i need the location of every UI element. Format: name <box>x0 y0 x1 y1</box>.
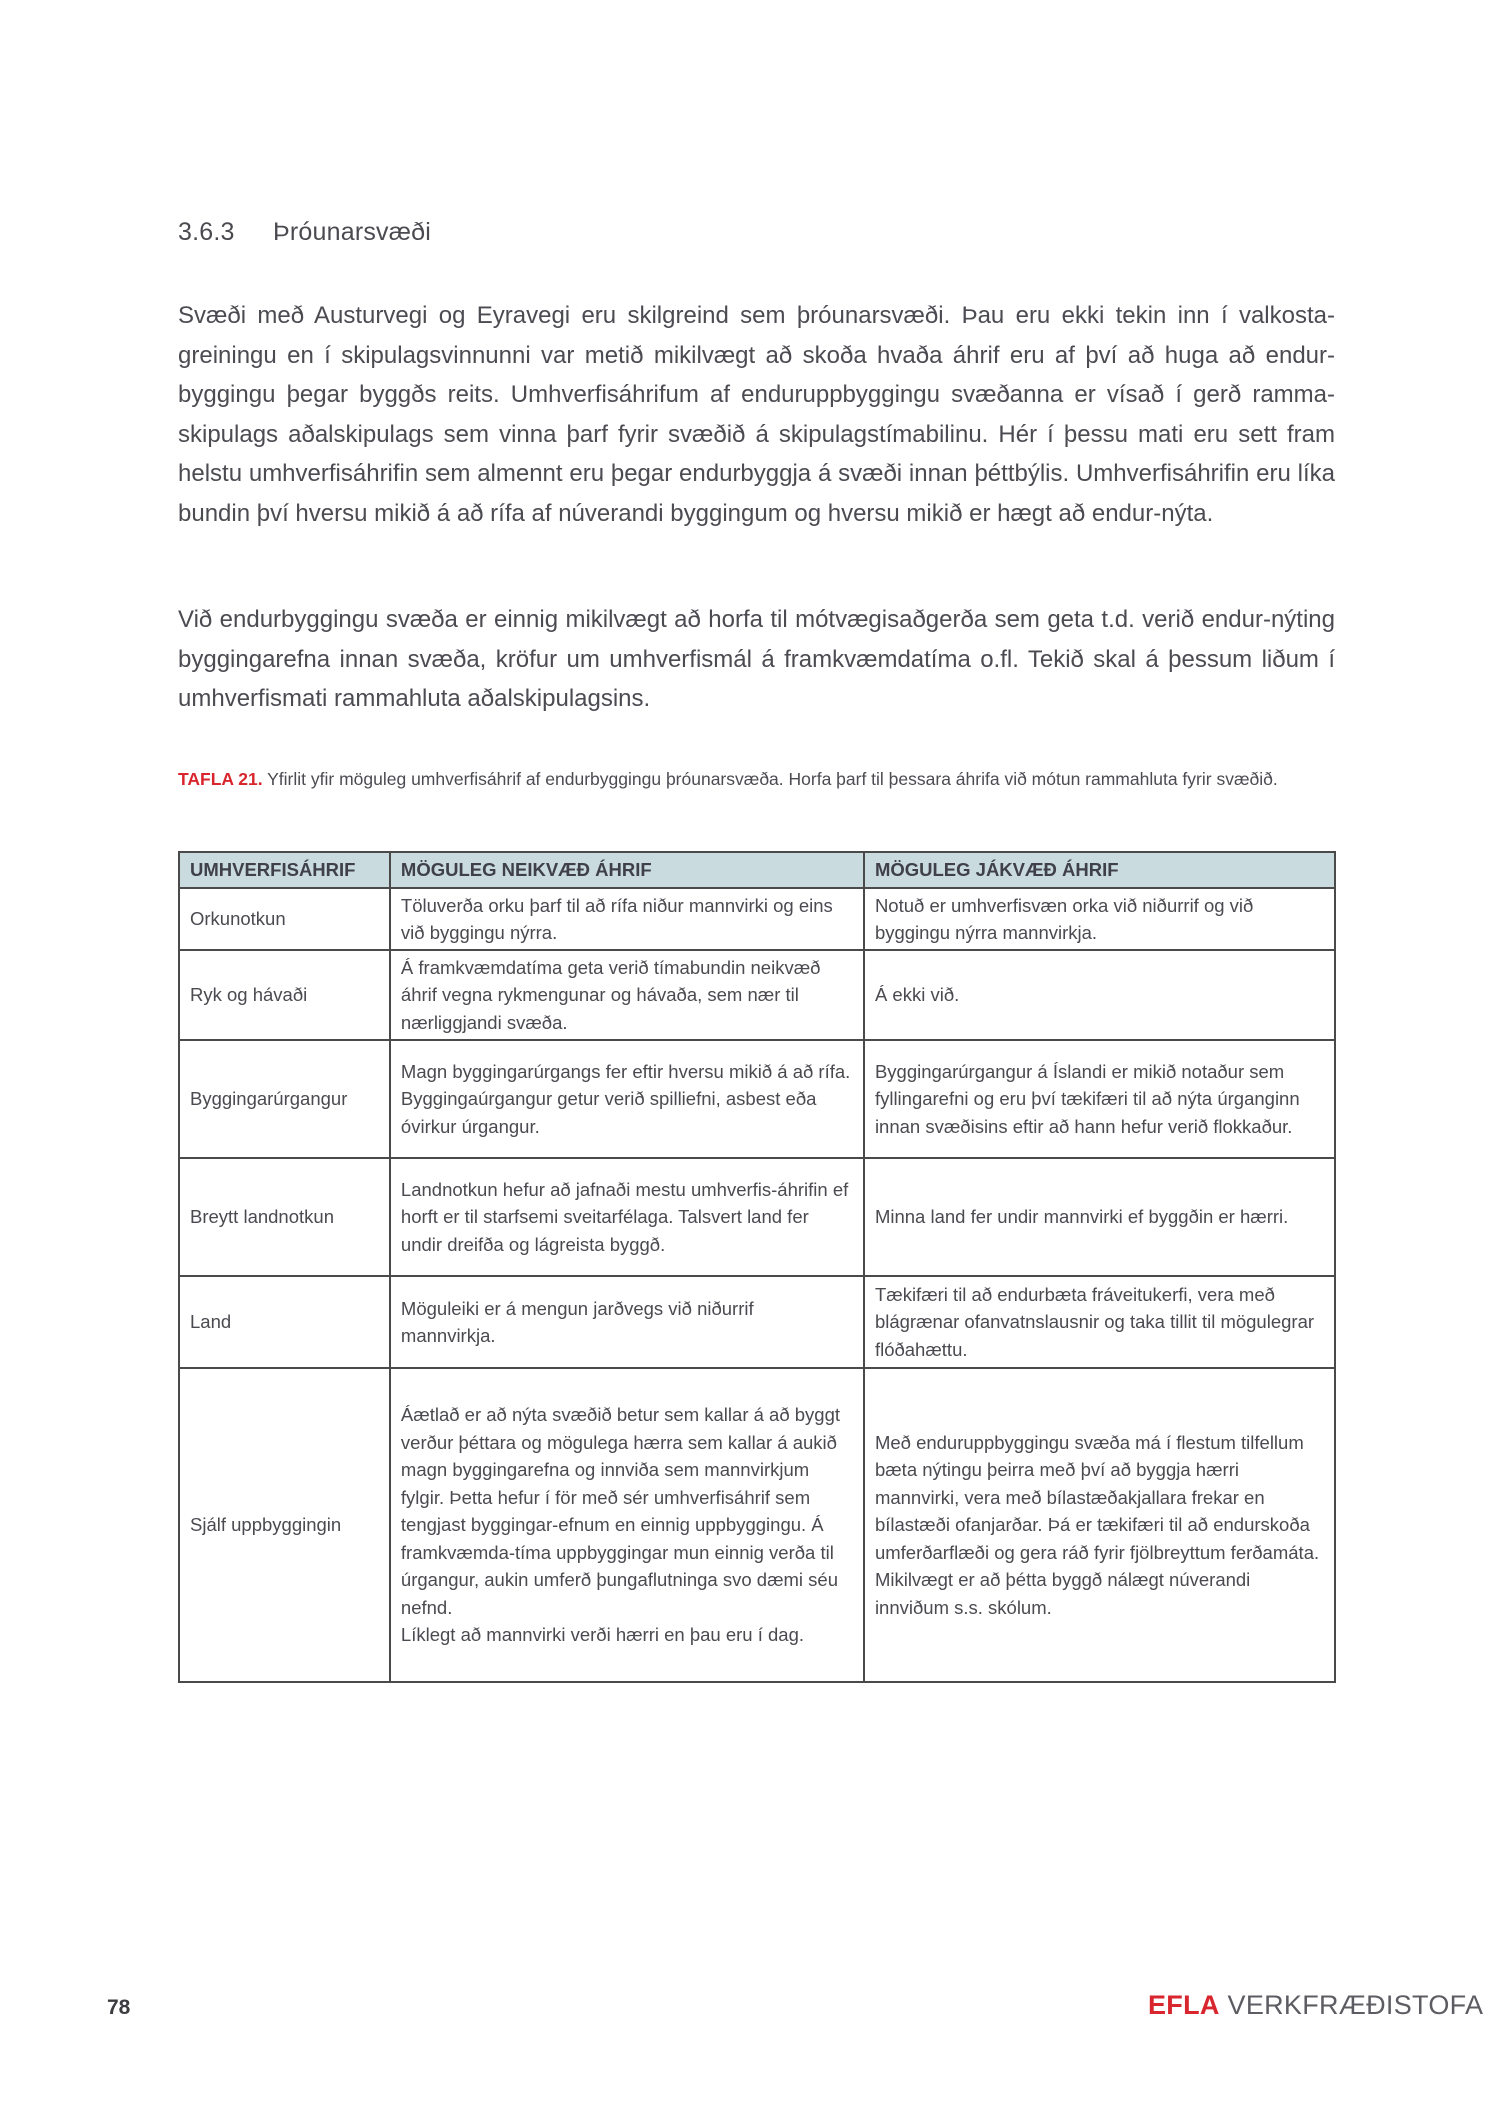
section-title: Þróunarsvæði <box>273 218 432 246</box>
body-paragraph-1: Svæði með Austurvegi og Eyravegi eru skilgreind sem þróunarsvæði. Þau eru ekki tekin inn í valkosta-greiningu en í skipulagsvinnunni var metið mikilvægt að skoða hvaða áhrif eru af því að huga að endur-byggingu þegar byggðs reits. Umhverfisáhrifum af enduruppbyggingu svæðanna er vísað í gerð ramma-skipulags aðalskipulags sem vinna þarf fyrir svæðið á skipulagstímabilinu. Hér í þessu mati eru sett fram helstu umhverfisáhrifin sem almennt eru þegar endurbyggja á svæði innan þéttbýlis. Umhverfisáhrifin eru líka bundin því hversu mikið á að rífa af núverandi byggingum og hversu mikið er hægt að endur-nýta. <box>178 302 1335 527</box>
column-header-positive: MÖGULEG JÁKVÆÐ ÁHRIF <box>864 852 1335 888</box>
cell-text: Minna land fer undir mannvirki ef byggðin er hærri. <box>874 1206 1289 1228</box>
negative-cell <box>390 1158 864 1276</box>
environmental-effects-table <box>178 851 1336 1683</box>
logo-brand: EFLA <box>1148 1990 1220 2020</box>
table-caption-label: TAFLA 21. <box>178 769 263 789</box>
factor-cell: Byggingarúrgangur <box>179 1040 390 1158</box>
positive-cell <box>864 888 1335 950</box>
cell-text: Líklegt að mannvirki verði hærri en þau eru í dag. <box>400 1624 805 1646</box>
negative-cell <box>390 1276 864 1368</box>
positive-cell <box>864 950 1335 1040</box>
negative-cell <box>390 888 864 950</box>
cell-text: Möguleiki er á mengun jarðvegs við niðurrif mannvirkja. <box>400 1297 754 1346</box>
factor-cell: Orkunotkun <box>179 888 390 950</box>
cell-text: Notuð er umhverfisvæn orka við niðurrif og við byggingu nýrra mannvirkja. <box>874 894 1254 943</box>
logo-subtitle: VERKFRÆÐISTOFA <box>1219 1990 1484 2020</box>
positive-cell <box>864 1368 1335 1682</box>
factor-cell: Sjálf uppbyggingin <box>179 1368 390 1682</box>
cell-text: Á framkvæmdatíma geta verið tímabundin neikvæð áhrif vegna rykmengunar og hávaða, sem nær til nærliggjandi svæða. <box>400 956 821 1033</box>
table-row <box>179 950 1335 1040</box>
cell-text: Áætlað er að nýta svæðið betur sem kallar á að byggt verður þéttara og mögulega hærra sem kallar á aukið magn byggingarefna og innviða sem mannvirkjum fylgir. Þetta hefur í för með sér umhverfisáhrif sem tengjast byggingar-efnum en einnig uppbyggingu. Á framkvæmda-tíma uppbyggingar mun einnig verða til úrgangur, aukin umferð þungaflutninga svo dæmi séu nefnd. <box>400 1404 841 1618</box>
table-row <box>179 1276 1335 1368</box>
factor-cell: Land <box>179 1276 390 1368</box>
table-caption-text: Yfirlit yfir möguleg umhverfisáhrif af endurbyggingu þróunarsvæða. Horfa þarf til þessara áhrifa við mótun rammahluta fyrir svæðið. <box>262 769 1278 789</box>
negative-cell <box>390 1368 864 1682</box>
column-header-factor: UMHVERFISÁHRIF <box>179 852 390 888</box>
cell-text: Landnotkun hefur að jafnaði mestu umhverfis-áhrifin ef horft er til starfsemi sveitarfélaga. Talsvert land fer undir dreifða og lágreista byggð. <box>400 1178 849 1255</box>
negative-cell <box>390 950 864 1040</box>
cell-text: Tækifæri til að endurbæta fráveitukerfi, vera með blágrænar ofanvatnslausnir og taka tillit til mögulegrar flóðahættu. <box>874 1283 1315 1360</box>
factor-cell: Breytt landnotkun <box>179 1158 390 1276</box>
table-caption <box>178 766 1335 793</box>
section-number: 3.6.3 <box>178 218 235 246</box>
table-row <box>179 1158 1335 1276</box>
body-paragraph-2: Við endurbyggingu svæða er einnig mikilvægt að horfa til mótvægisaðgerða sem geta t.d. verið endur-nýting byggingarefna innan svæða, kröfur um umhverfismál á framkvæmdatíma o.fl. Tekið skal á þessum liðum í umhverfismati rammahluta aðalskipulagsins. <box>178 606 1335 712</box>
factor-cell: Ryk og hávaði <box>179 950 390 1040</box>
table-header-row <box>179 852 1335 888</box>
column-header-negative: MÖGULEG NEIKVÆÐ ÁHRIF <box>390 852 864 888</box>
cell-text: Á ekki við. <box>874 984 960 1006</box>
table-row <box>179 1368 1335 1682</box>
cell-text: Töluverða orku þarf til að rífa niður mannvirki og eins við byggingu nýrra. <box>400 894 833 943</box>
positive-cell <box>864 1276 1335 1368</box>
table-row <box>179 888 1335 950</box>
cell-text: Byggingarúrgangur á Íslandi er mikið notaður sem fyllingarefni og eru því tækifæri til að nýta úrganginn innan svæðisins eftir að hann hefur verið flokkaður. <box>874 1060 1300 1137</box>
negative-cell <box>390 1040 864 1158</box>
company-logo <box>1148 1990 1483 2021</box>
positive-cell <box>864 1040 1335 1158</box>
cell-text: Magn byggingarúrgangs fer eftir hversu mikið á að rífa. Byggingaúrgangur getur verið spilliefni, asbest eða óvirkur úrgangur. <box>400 1060 851 1137</box>
page-number: 78 <box>107 1996 131 2019</box>
section-heading <box>178 218 431 247</box>
cell-text: Með enduruppbyggingu svæða má í flestum tilfellum bæta nýtingu þeirra með því að byggja hærri mannvirki, vera með bílastæðakjallara frekar en bílastæði ofanjarðar. Þá er tækifæri til að endurskoða umferðarflæði og gera ráð fyrir fjölbreyttum ferðamáta. <box>874 1431 1320 1563</box>
table-row <box>179 1040 1335 1158</box>
cell-text: Mikilvægt er að þétta byggð nálægt núverandi innviðum s.s. skólum. <box>874 1569 1251 1618</box>
positive-cell <box>864 1158 1335 1276</box>
